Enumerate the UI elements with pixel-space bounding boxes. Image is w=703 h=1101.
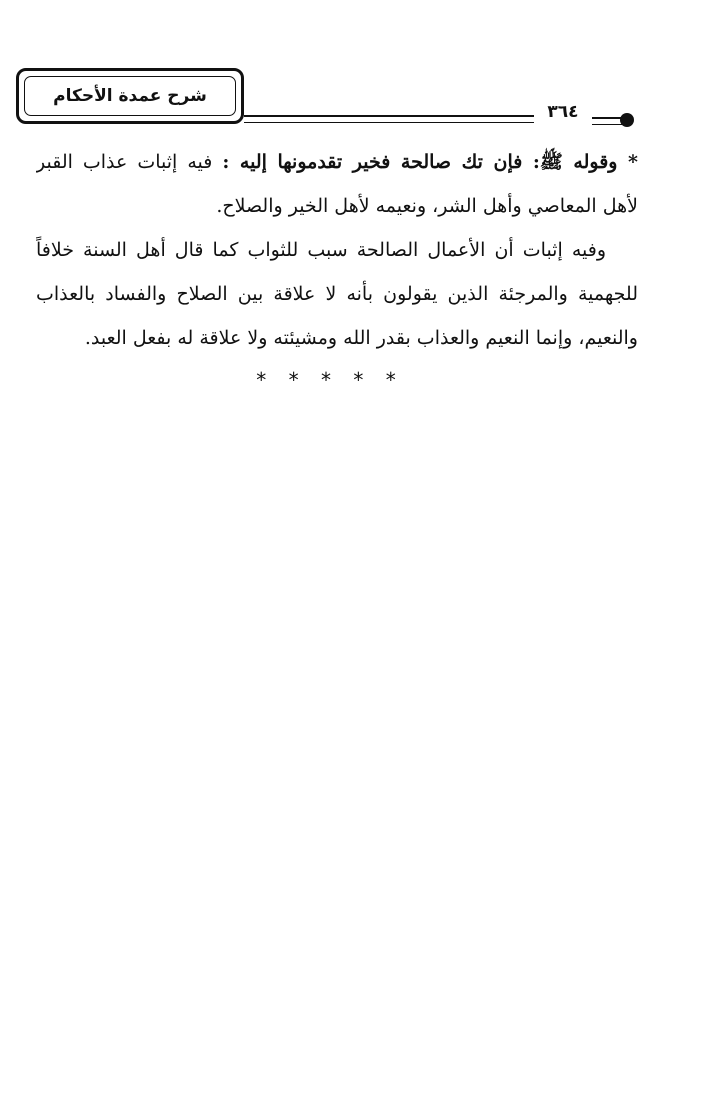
header-dot-ornament xyxy=(620,113,634,127)
paragraph-1-line-2: لأهل المعاصي وأهل الشر، ونعيمه لأهل الخير والصلاح. xyxy=(216,195,638,217)
section-separator: * * * * * xyxy=(256,368,404,392)
hadith-quote: * وقوله ﷺ: فإن تك صالحة فخير تقدمونها إليه : xyxy=(222,151,638,173)
paragraph-1-line-1 xyxy=(36,140,638,184)
book-title-frame-inner xyxy=(24,76,236,116)
commentary-text: فيه إثبات عذاب القبر xyxy=(36,151,213,173)
page-body xyxy=(36,140,638,360)
header-rule xyxy=(244,115,534,123)
paragraph-2-line-2: للجهمية والمرجئة الذين يقولون بأنه لا علاقة بين الصلاح والفساد بالعذاب xyxy=(36,283,638,305)
book-title-frame xyxy=(16,68,244,124)
page-header xyxy=(0,0,703,130)
paragraph-2-line-1: وفيه إثبات أن الأعمال الصالحة سبب للثواب كما قال أهل السنة خلافاً xyxy=(36,239,606,261)
book-title: شرح عمدة الأحكام xyxy=(53,86,207,106)
paragraph-2-line-3: والنعيم، وإنما النعيم والعذاب بقدر الله ومشيئته ولا علاقة له بفعل العبد. xyxy=(84,327,638,349)
header-rule-short xyxy=(592,117,622,125)
page-number: ٣٦٤ xyxy=(547,102,579,122)
